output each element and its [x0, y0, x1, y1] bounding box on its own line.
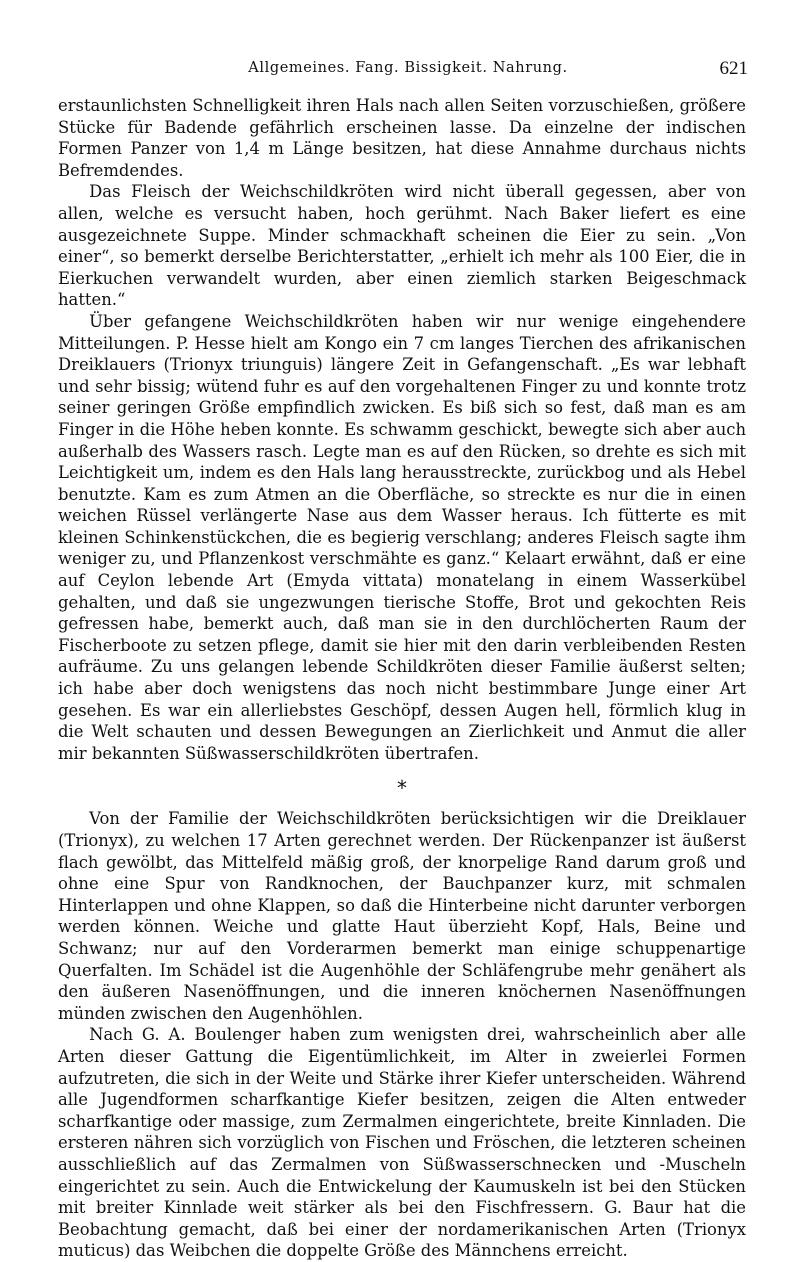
paragraph-captivity: Über gefangene Weichschildkröten haben wir nur wenige eingehendere Mitteilungen. P. Hesse hielt am Kongo ein 7 cm langes Tierchen des afrikanischen Dreiklauers (Trionyx triunguis) längere Zeit in Gefangenschaft. „Es war lebhaft und sehr bissig; wütend fuhr es auf den vorgehaltenen Finger zu und konnte trotz seiner geringen Größe empfindlich zwicken. Es biß sich so fest, daß man es am Finger in die Höhe heben konnte. Es schwamm geschickt, bewegte sich aber auch außerhalb des Wassers rasch. Legte man es auf den Rücken, so drehte es sich mit Leichtigkeit um, indem es den Hals lang herausstreckte, zurückbog und als Hebel benutzte. Kam es zum Atmen an die Oberfläche, so streckte es nur die in einen weichen Rüssel verlängerte Nase aus dem Wasser heraus. Ich fütterte es mit kleinen Schinkenstückchen, die es begierig verschlang; anderes Fleisch sagte ihm weniger zu, und Pflanzenkost verschmähte es ganz.“ Kelaart erwähnt, daß er eine auf Ceylon lebende Art (Emyda vittata) monatelang in einem Wasserkübel gehalten, und daß sie ungezwungen tierische Stoffe, Brot und gekochten Reis gefressen habe, bemerkt auch, daß man sie in den durchlöcherten Raum der Fischerboote zu setzen pflege, damit sie hier mit den darin verbleibenden Resten aufräume. Zu uns gelangen lebende Schildkröten dieser Familie äußerst selten; ich habe aber doch wenigstens das noch nicht bestimmbare Junge einer Art gesehen. Es war ein allerliebstes Geschöpf, dessen Augen hell, förmlich klug in die Welt schauten und dessen Bewegungen an Zierlichkeit und Anmut die aller mir bekannten Süßwasserschildkröten übertrafen.: [58, 311, 746, 763]
page-header: [58, 58, 748, 84]
paragraph-continuation: erstaunlichsten Schnelligkeit ihren Hals nach allen Seiten vorzuschießen, größere Stücke für Badende gefährlich erscheinen lasse. Da einzelne der indischen Formen Panzer von 1,4 m Länge besitzen, hat diese Annahme durchaus nichts Befremdendes.: [58, 96, 746, 180]
paragraph-meat-and-eggs: Das Fleisch der Weichschildkröten wird nicht überall gegessen, aber von allen, welche es versucht haben, hoch gerühmt. Nach Baker liefert es eine ausgezeichnete Suppe. Minder schmackhaft scheinen die Eier zu sein. „Von einer“, so bemerkt derselbe Berichterstatter, „erhielt ich mehr als 100 Eier, die in Eierkuchen verwandelt wurden, aber einen ziemlich starken Beigeschmack hatten.“: [58, 182, 746, 310]
page-number: 621: [719, 58, 748, 79]
paragraph-boulenger: Nach G. A. Boulenger haben zum wenigsten drei, wahrscheinlich aber alle Arten dieser Gattung die Eigentümlichkeit, im Alter in zweierlei Formen aufzutreten, die sich in der Weite und Stärke ihrer Kiefer unterscheiden. Während alle Jugendformen scharfkantige Kiefer besitzen, zeigen die Alten entweder scharfkantige oder massige, zum Zermalmen eingerichtete, breite Kinnladen. Die ersteren nähren sich vorzüglich von Fischen und Fröschen, die letzteren scheinen ausschließlich auf das Zermalmen von Süßwasserschnecken und -Muscheln eingerichtet zu sein. Auch die Entwickelung der Kaumuskeln ist bei den Stücken mit breiter Kinnlade weit stärker als bei den Fischfressern. G. Baur hat die Beobachtung gemacht, daß bei einer der nordamerikanischen Arten (Trionyx muticus) das Weibchen die doppelte Größe des Männchens erreicht.: [58, 1025, 746, 1261]
running-head: Allgemeines. Fang. Bissigkeit. Nahrung.: [248, 60, 568, 76]
paragraph-trionyx-description: Von der Familie der Weichschildkröten berücksichtigen wir die Dreiklauer (Trionyx), zu welchen 17 Arten gerechnet werden. Der Rückenpanzer ist äußerst flach gewölbt, das Mittelfeld mäßig groß, der knorpelige Rand darum groß und ohne eine Spur von Randknochen, der Bauchpanzer kurz, mit schmalen Hinterlappen und ohne Klappen, so daß die Hinterbeine nicht darunter verborgen werden können. Weiche und glatte Haut überzieht Kopf, Hals, Beine und Schwanz; nur auf den Vorderarmen bemerkt man einige schuppenartige Querfalten. Im Schädel ist die Augenhöhle der Schläfengrube mehr genähert als den äußeren Nasenöffnungen, und die inneren knöchernen Nasenöffnungen münden zwischen den Augenhöhlen.: [58, 809, 746, 1023]
body-text: [58, 95, 746, 1262]
section-separator-asterisk: *: [397, 776, 407, 801]
section-trionyx: [58, 808, 746, 1261]
